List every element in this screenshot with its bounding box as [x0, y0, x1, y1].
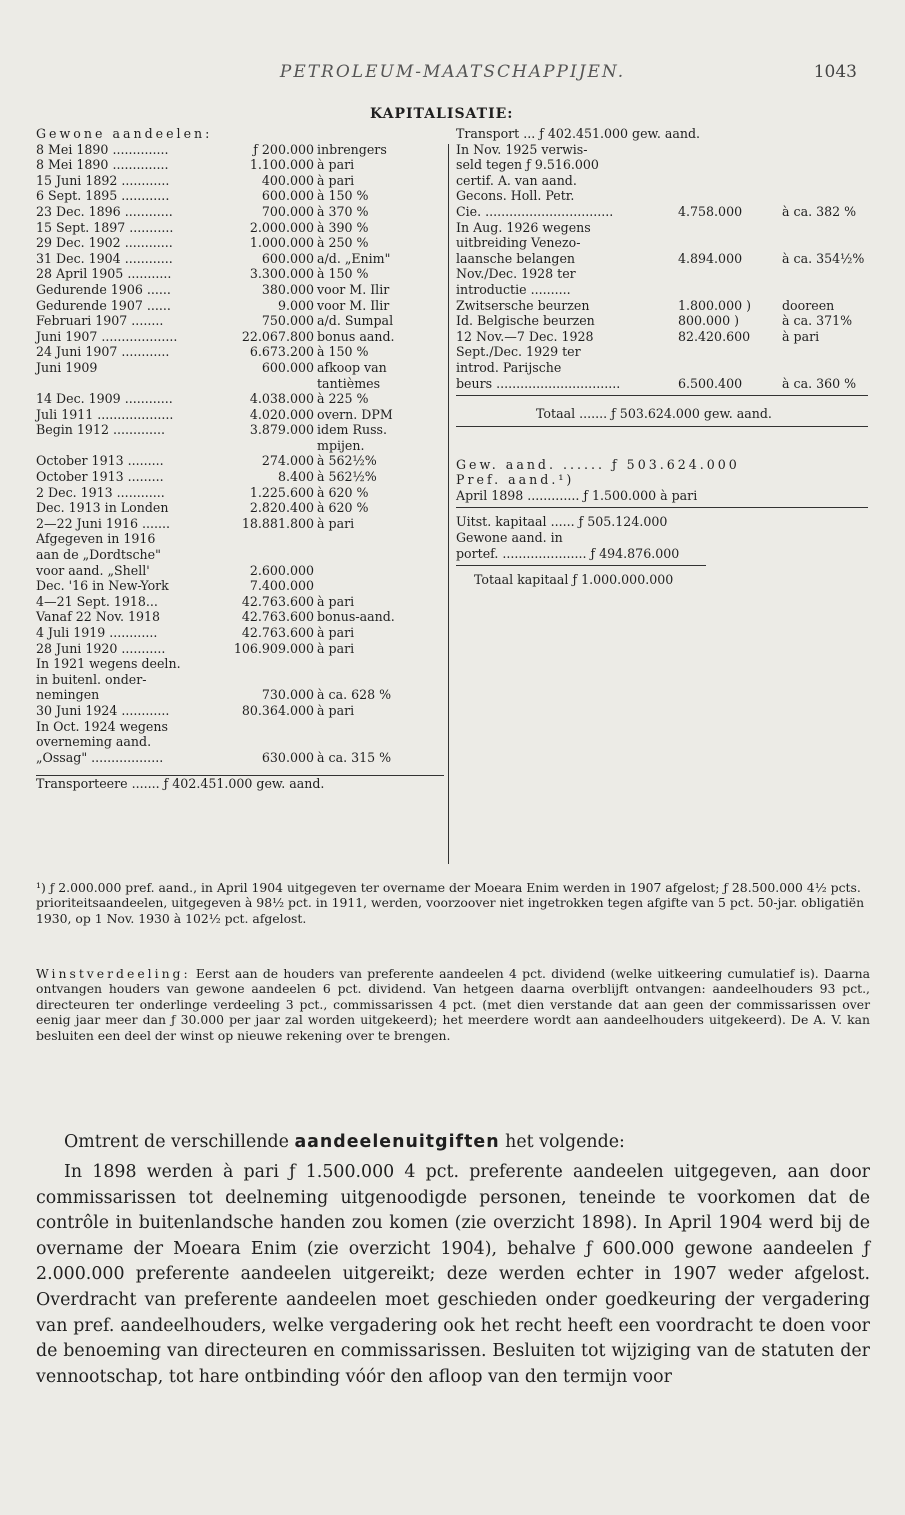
left-row	[36, 173, 444, 189]
left-row-terms: à pari	[317, 515, 355, 531]
left-row	[36, 531, 444, 547]
left-row	[36, 516, 444, 532]
left-row-terms: à 562½%	[317, 469, 377, 485]
section-title: KAPITALISATIE:	[370, 106, 514, 122]
left-row-date: October 1913 .........	[36, 469, 164, 485]
right-row-terms: à ca. 360 %	[782, 375, 857, 391]
left-row-date: 30 Juni 1924 ............	[36, 702, 170, 718]
left-row	[36, 282, 444, 298]
left-row	[36, 142, 444, 158]
right-row-text: seld tegen ƒ 9.516.000	[456, 157, 599, 173]
footnote: ¹) ƒ 2.000.000 pref. aand., in April 1904 uitgegeven ter overname der Moeara Enim werden in 1907 afgelost; ƒ 28.500.000 4½ pcts. prioriteitsaandeelen, uitgegeven à 98½ pct. in 1911, werden, voorzoover niet ingetrokken tegen afgifte van 5 pct. 50-jar. obligatiën 1930, op 1 Nov. 1930 à 102½ pct. afgelost.	[36, 880, 865, 926]
left-row-amount: 2.000.000	[249, 219, 314, 235]
left-row	[36, 329, 444, 345]
left-row-terms: à pari	[317, 625, 355, 640]
left-row-date: nemingen	[36, 687, 100, 703]
intro-line	[64, 1130, 870, 1156]
right-row-text: Transport ... ƒ 402.451.000 gew. aand.	[456, 126, 701, 141]
left-row-amount: 600.000	[261, 188, 314, 204]
right-row-text: Gecons. Holl. Petr.	[456, 188, 575, 204]
page-title: PETROLEUM-MAATSCHAPPIJEN.	[279, 62, 626, 82]
left-row-amount: 380.000	[261, 281, 314, 297]
left-total-text: Transporteere ....... ƒ 402.451.000 gew. aand.	[36, 776, 325, 792]
right-row-amount: 800.000 )	[678, 313, 739, 329]
left-row-terms: à 250 %	[317, 235, 369, 251]
left-row-amount: 3.879.000	[249, 422, 314, 438]
left-row-amount: 1.100.000	[249, 157, 314, 173]
left-row	[36, 672, 444, 688]
right-row-amount: 1.800.000 )	[678, 297, 752, 313]
left-row-date: 2 Dec. 1913 ............	[36, 484, 165, 500]
right-row-text: 12 Nov.—7 Dec. 1928	[456, 328, 594, 344]
summary-line	[456, 530, 876, 546]
left-row	[36, 500, 444, 516]
left-row-amount: 600.000	[261, 359, 314, 375]
left-row-date: 2—22 Juni 1916 .......	[36, 515, 171, 531]
winst-label: Winstverdeeling:	[36, 966, 191, 981]
right-row	[456, 235, 876, 251]
left-row-amount: 42.763.600	[241, 593, 314, 609]
left-row	[36, 625, 444, 641]
left-row	[36, 563, 444, 579]
summary-totaal: Totaal kapitaal ƒ 1.000.000.000	[474, 572, 674, 588]
left-row	[36, 391, 444, 407]
right-row-terms: à ca. 382 %	[782, 203, 857, 219]
left-row	[36, 313, 444, 329]
summary-pref: Pref. aand.¹)	[456, 472, 575, 488]
right-rows	[456, 126, 876, 391]
left-row-amount: 400.000	[261, 172, 314, 188]
page-number: 1043	[813, 62, 857, 82]
left-row-terms: à pari	[317, 172, 355, 188]
left-row-date: Dec. '16 in New-York	[36, 578, 169, 594]
left-row-date: 28 April 1905 ...........	[36, 266, 172, 282]
left-row-terms: mpijen.	[317, 437, 365, 453]
left-row-date: 29 Dec. 1902 ............	[36, 235, 173, 251]
intro-post: het volgende:	[499, 1132, 625, 1152]
right-row	[456, 204, 876, 220]
left-row-amount: 106.909.000	[233, 640, 314, 656]
left-row-date: Afgegeven in 1916	[36, 531, 156, 547]
right-row	[456, 142, 876, 158]
right-row-terms: à ca. 371%	[782, 313, 853, 329]
left-row	[36, 578, 444, 594]
left-row-amount: 22.067.800	[241, 328, 314, 344]
left-row-amount: 4.038.000	[249, 391, 314, 407]
right-row	[456, 344, 876, 360]
right-row-text: Nov./Dec. 1928 ter	[456, 266, 576, 282]
left-row-amount: 700.000	[261, 203, 314, 219]
left-row-date: 8 Mei 1890 ..............	[36, 157, 169, 173]
summary-line	[456, 572, 876, 588]
left-row-amount: 1.225.600	[249, 484, 314, 500]
right-row	[456, 266, 876, 282]
summary-line	[456, 472, 876, 488]
left-row-date: 4—21 Sept. 1918...	[36, 593, 158, 609]
left-row-date: 15 Juni 1892 ............	[36, 172, 170, 188]
left-row-date: voor aand. „Shell'	[36, 562, 150, 578]
left-row-amount: 42.763.600	[241, 609, 314, 625]
left-row-amount: 4.020.000	[249, 406, 314, 422]
left-row-terms: voor M. Ilir	[317, 297, 390, 313]
left-row-date: 15 Sept. 1897 ...........	[36, 219, 174, 235]
right-row-text: Cie. ................................	[456, 203, 614, 219]
left-row-terms: à 150 %	[317, 266, 369, 282]
left-row-terms: à pari	[317, 593, 355, 609]
left-row-date: Gedurende 1906 ......	[36, 281, 171, 297]
left-row-terms: à 562½%	[317, 453, 377, 469]
intro-pre: Omtrent de verschillende	[64, 1132, 295, 1152]
left-row	[36, 641, 444, 657]
left-row-terms: à 150 %	[317, 188, 369, 204]
right-row	[456, 282, 876, 298]
right-column	[456, 126, 876, 588]
left-row	[36, 188, 444, 204]
left-row-date: Dec. 1913 in Londen	[36, 500, 169, 516]
body-paragraph	[36, 1160, 870, 1390]
right-row-text: In Nov. 1925 verwis-	[456, 141, 588, 157]
right-row-amount: 4.894.000	[678, 250, 743, 266]
left-row-terms: overn. DPM	[317, 406, 393, 422]
left-row-date: in buitenl. onder-	[36, 671, 147, 687]
summary-line	[456, 457, 876, 473]
left-row	[36, 594, 444, 610]
left-row-date: 4 Juli 1919 ............	[36, 625, 158, 640]
right-row-text: laansche belangen	[456, 250, 576, 266]
left-row-terms: à 620 %	[317, 500, 369, 516]
right-row	[456, 298, 876, 314]
left-row-terms: afkoop van	[317, 359, 387, 375]
left-row-date: 28 Juni 1920 ...........	[36, 640, 166, 656]
left-row-amount: 42.763.600	[241, 625, 314, 640]
left-row	[36, 376, 444, 392]
left-row	[36, 750, 444, 766]
left-row-amount: 630.000	[261, 749, 314, 765]
left-rows	[36, 142, 444, 766]
left-column	[36, 126, 444, 792]
right-totaal	[456, 406, 876, 422]
left-row-date: Juni 1907 ...................	[36, 328, 178, 344]
left-row-date: overneming aand.	[36, 734, 152, 750]
left-row-terms: voor M. Ilir	[317, 281, 390, 297]
left-row-amount: 2.820.400	[249, 500, 314, 516]
right-row-text: Sept./Dec. 1929 ter	[456, 344, 581, 360]
body-paragraph-text: In 1898 werden à pari ƒ 1.500.000 4 pct. preferente aandeelen uitgegeven, aan door commissarissen tot deelneming uitgenoodigde personen, teneinde te voorkomen dat de contrôle in buitenlandsche handen zou komen (zie overzicht 1898). In April 1904 werd bij de overname der Moeara Enim (zie overzicht 1904), behalve ƒ 600.000 gewone aandeelen ƒ 2.000.000 preferente aandeelen uitgereikt; deze werden echter in 1907 weder afgelost. Overdracht van preferente aandeelen moet geschieden onder goedkeuring der vergadering van pref. aandeelhouders, welke vergadering ook het recht heeft een voordracht te doen voor de benoeming van directeuren en commissarissen. Besluiten tot wijziging van de statuten der vennootschap, tot hare ontbinding vóór den afloop van den termijn voor	[36, 1162, 870, 1387]
left-row	[36, 157, 444, 173]
right-row	[456, 220, 876, 236]
left-row	[36, 609, 444, 625]
left-row-amount: 18.881.800	[241, 515, 314, 531]
right-row-text: Zwitsersche beurzen	[456, 297, 590, 313]
right-row	[456, 173, 876, 189]
left-row-terms: à ca. 628 %	[317, 687, 392, 703]
left-row-date: 6 Sept. 1895 ............	[36, 188, 170, 204]
left-row-date: aan de „Dordtsche"	[36, 547, 161, 563]
left-row-amount: 8.400	[277, 469, 314, 485]
running-header	[0, 62, 905, 86]
left-row-amount: 6.673.200	[249, 344, 314, 360]
right-row	[456, 313, 876, 329]
left-row-amount: 1.000.000	[249, 235, 314, 251]
left-row	[36, 453, 444, 469]
left-row-date: October 1913 .........	[36, 453, 164, 469]
left-row	[36, 485, 444, 501]
left-row-date: In 1921 wegens deeln.	[36, 656, 181, 672]
left-row	[36, 656, 444, 672]
left-row	[36, 251, 444, 267]
left-row-terms: à 620 %	[317, 484, 369, 500]
left-row-date: 14 Dec. 1909 ............	[36, 391, 173, 407]
right-row-text: beurs ...............................	[456, 375, 621, 391]
left-row	[36, 220, 444, 236]
left-row	[36, 298, 444, 314]
left-heading	[36, 126, 444, 142]
summary-gew: Gew. aand. ...... ƒ 503.624.000	[456, 456, 740, 472]
left-row-terms: à pari	[317, 157, 355, 173]
right-row	[456, 360, 876, 376]
left-row-terms: à 150 %	[317, 344, 369, 360]
left-row	[36, 703, 444, 719]
left-row-terms: à 370 %	[317, 203, 369, 219]
left-row-date: „Ossag" ..................	[36, 749, 164, 765]
left-row-terms: à 390 %	[317, 219, 369, 235]
right-row	[456, 126, 876, 142]
right-row-amount: 82.420.600	[678, 328, 751, 344]
summary-line	[456, 488, 876, 504]
right-row-terms: à pari	[782, 328, 820, 344]
left-row-amount: 600.000	[261, 250, 314, 266]
left-row-amount: 80.364.000	[241, 702, 314, 718]
right-row-text: introd. Parijsche	[456, 359, 562, 375]
left-row-date: Begin 1912 .............	[36, 422, 166, 438]
left-row-date: 31 Dec. 1904 ............	[36, 250, 173, 266]
left-row	[36, 422, 444, 438]
left-row-terms: bonus aand.	[317, 328, 395, 344]
left-row-terms: à pari	[317, 702, 355, 718]
left-row-date: In Oct. 1924 wegens	[36, 718, 168, 734]
left-total	[36, 776, 444, 792]
right-row	[456, 157, 876, 173]
right-row-text: certif. A. van aand.	[456, 172, 577, 188]
winst-text: Eerst aan de houders van preferente aandeelen 4 pct. dividend (welke uitkeering cumulatief is). Daarna ontvangen houders van gewone aandeelen 6 pct. dividend. Van hetgeen daarna overblijft ontvangen: aandeelhouders 93 pct., directeuren ter onderlinge verdeeling 3 pct., commissarissen 4 pct. (met dien verstande dat aan geen der commissarissen over eenig jaar meer dan ƒ 30.000 per jaar zal worden uitgekeerd); het meerdere wordt aan aandeelhouders uitgekeerd). De A. V. kan besluiten een deel der winst op nieuwe rekening over te brengen.	[36, 966, 870, 1043]
left-row-terms: à pari	[317, 640, 355, 656]
right-row-amount: 6.500.400	[678, 375, 743, 391]
left-row	[36, 719, 444, 735]
left-row-amount: 274.000	[261, 453, 314, 469]
left-row-amount: 2.600.000	[249, 562, 314, 578]
left-row-terms: idem Russ.	[317, 422, 388, 438]
right-row-text: uitbreiding Venezo-	[456, 235, 581, 251]
left-row	[36, 407, 444, 423]
left-row-terms: à 225 %	[317, 391, 369, 407]
left-row	[36, 547, 444, 563]
left-row-terms: tantièmes	[317, 375, 381, 391]
left-row-terms: a/d. „Enim"	[317, 250, 391, 266]
left-row-amount: 750.000	[261, 313, 314, 329]
left-row-date: Juni 1909	[36, 359, 98, 375]
summary-line	[456, 514, 876, 530]
left-row	[36, 687, 444, 703]
right-totaal-text: Totaal ....... ƒ 503.624.000 gew. aand.	[536, 406, 772, 422]
left-row	[36, 469, 444, 485]
left-row-terms: à ca. 315 %	[317, 749, 392, 765]
summary-portef: portef. ..................... ƒ 494.876.000	[456, 545, 680, 561]
left-row-date: Vanaf 22 Nov. 1918	[36, 609, 161, 625]
left-row-terms: inbrengers	[317, 141, 387, 157]
right-row-terms: à ca. 354½%	[782, 250, 865, 266]
left-row-terms: bonus-aand.	[317, 609, 395, 625]
left-row-amount: ƒ 200.000	[253, 141, 314, 157]
left-row-amount: 3.300.000	[249, 266, 314, 282]
right-row-text: Id. Belgische beurzen	[456, 313, 595, 329]
left-row-terms: a/d. Sumpal	[317, 313, 394, 329]
left-row-amount: 730.000	[261, 687, 314, 703]
left-row	[36, 235, 444, 251]
summary-gewone: Gewone aand. in	[456, 530, 563, 546]
summary-april: April 1898 ............. ƒ 1.500.000 à pari	[456, 487, 698, 503]
left-row-date: Juli 1911 ...................	[36, 406, 174, 422]
right-row-amount: 4.758.000	[678, 203, 743, 219]
right-row-terms: dooreen	[782, 297, 835, 313]
winstverdeeling-paragraph	[36, 966, 870, 1043]
left-row-amount: 7.400.000	[249, 578, 314, 594]
left-heading-text: Gewone aandeelen:	[36, 126, 213, 141]
intro-bold: aandeelenuitgiften	[294, 1132, 500, 1152]
left-row	[36, 266, 444, 282]
right-row	[456, 329, 876, 345]
left-row	[36, 360, 444, 376]
left-row-date: Februari 1907 ........	[36, 313, 164, 329]
right-row-text: In Aug. 1926 wegens	[456, 219, 591, 235]
left-row-date: 24 Juni 1907 ............	[36, 344, 170, 360]
summary-uitst: Uitst. kapitaal ...... ƒ 505.124.000	[456, 514, 668, 530]
column-divider	[448, 144, 449, 864]
left-row	[36, 734, 444, 750]
left-row-amount: 9.000	[277, 297, 314, 313]
left-row-date: 23 Dec. 1896 ............	[36, 203, 173, 219]
left-row-date: 8 Mei 1890 ..............	[36, 141, 169, 157]
right-row-text: introductie ..........	[456, 281, 571, 297]
summary-line	[456, 546, 876, 562]
right-row	[456, 188, 876, 204]
left-row	[36, 438, 444, 454]
right-row	[456, 251, 876, 267]
left-row-date: Gedurende 1907 ......	[36, 297, 171, 313]
right-row	[456, 376, 876, 392]
left-row	[36, 204, 444, 220]
left-row	[36, 344, 444, 360]
